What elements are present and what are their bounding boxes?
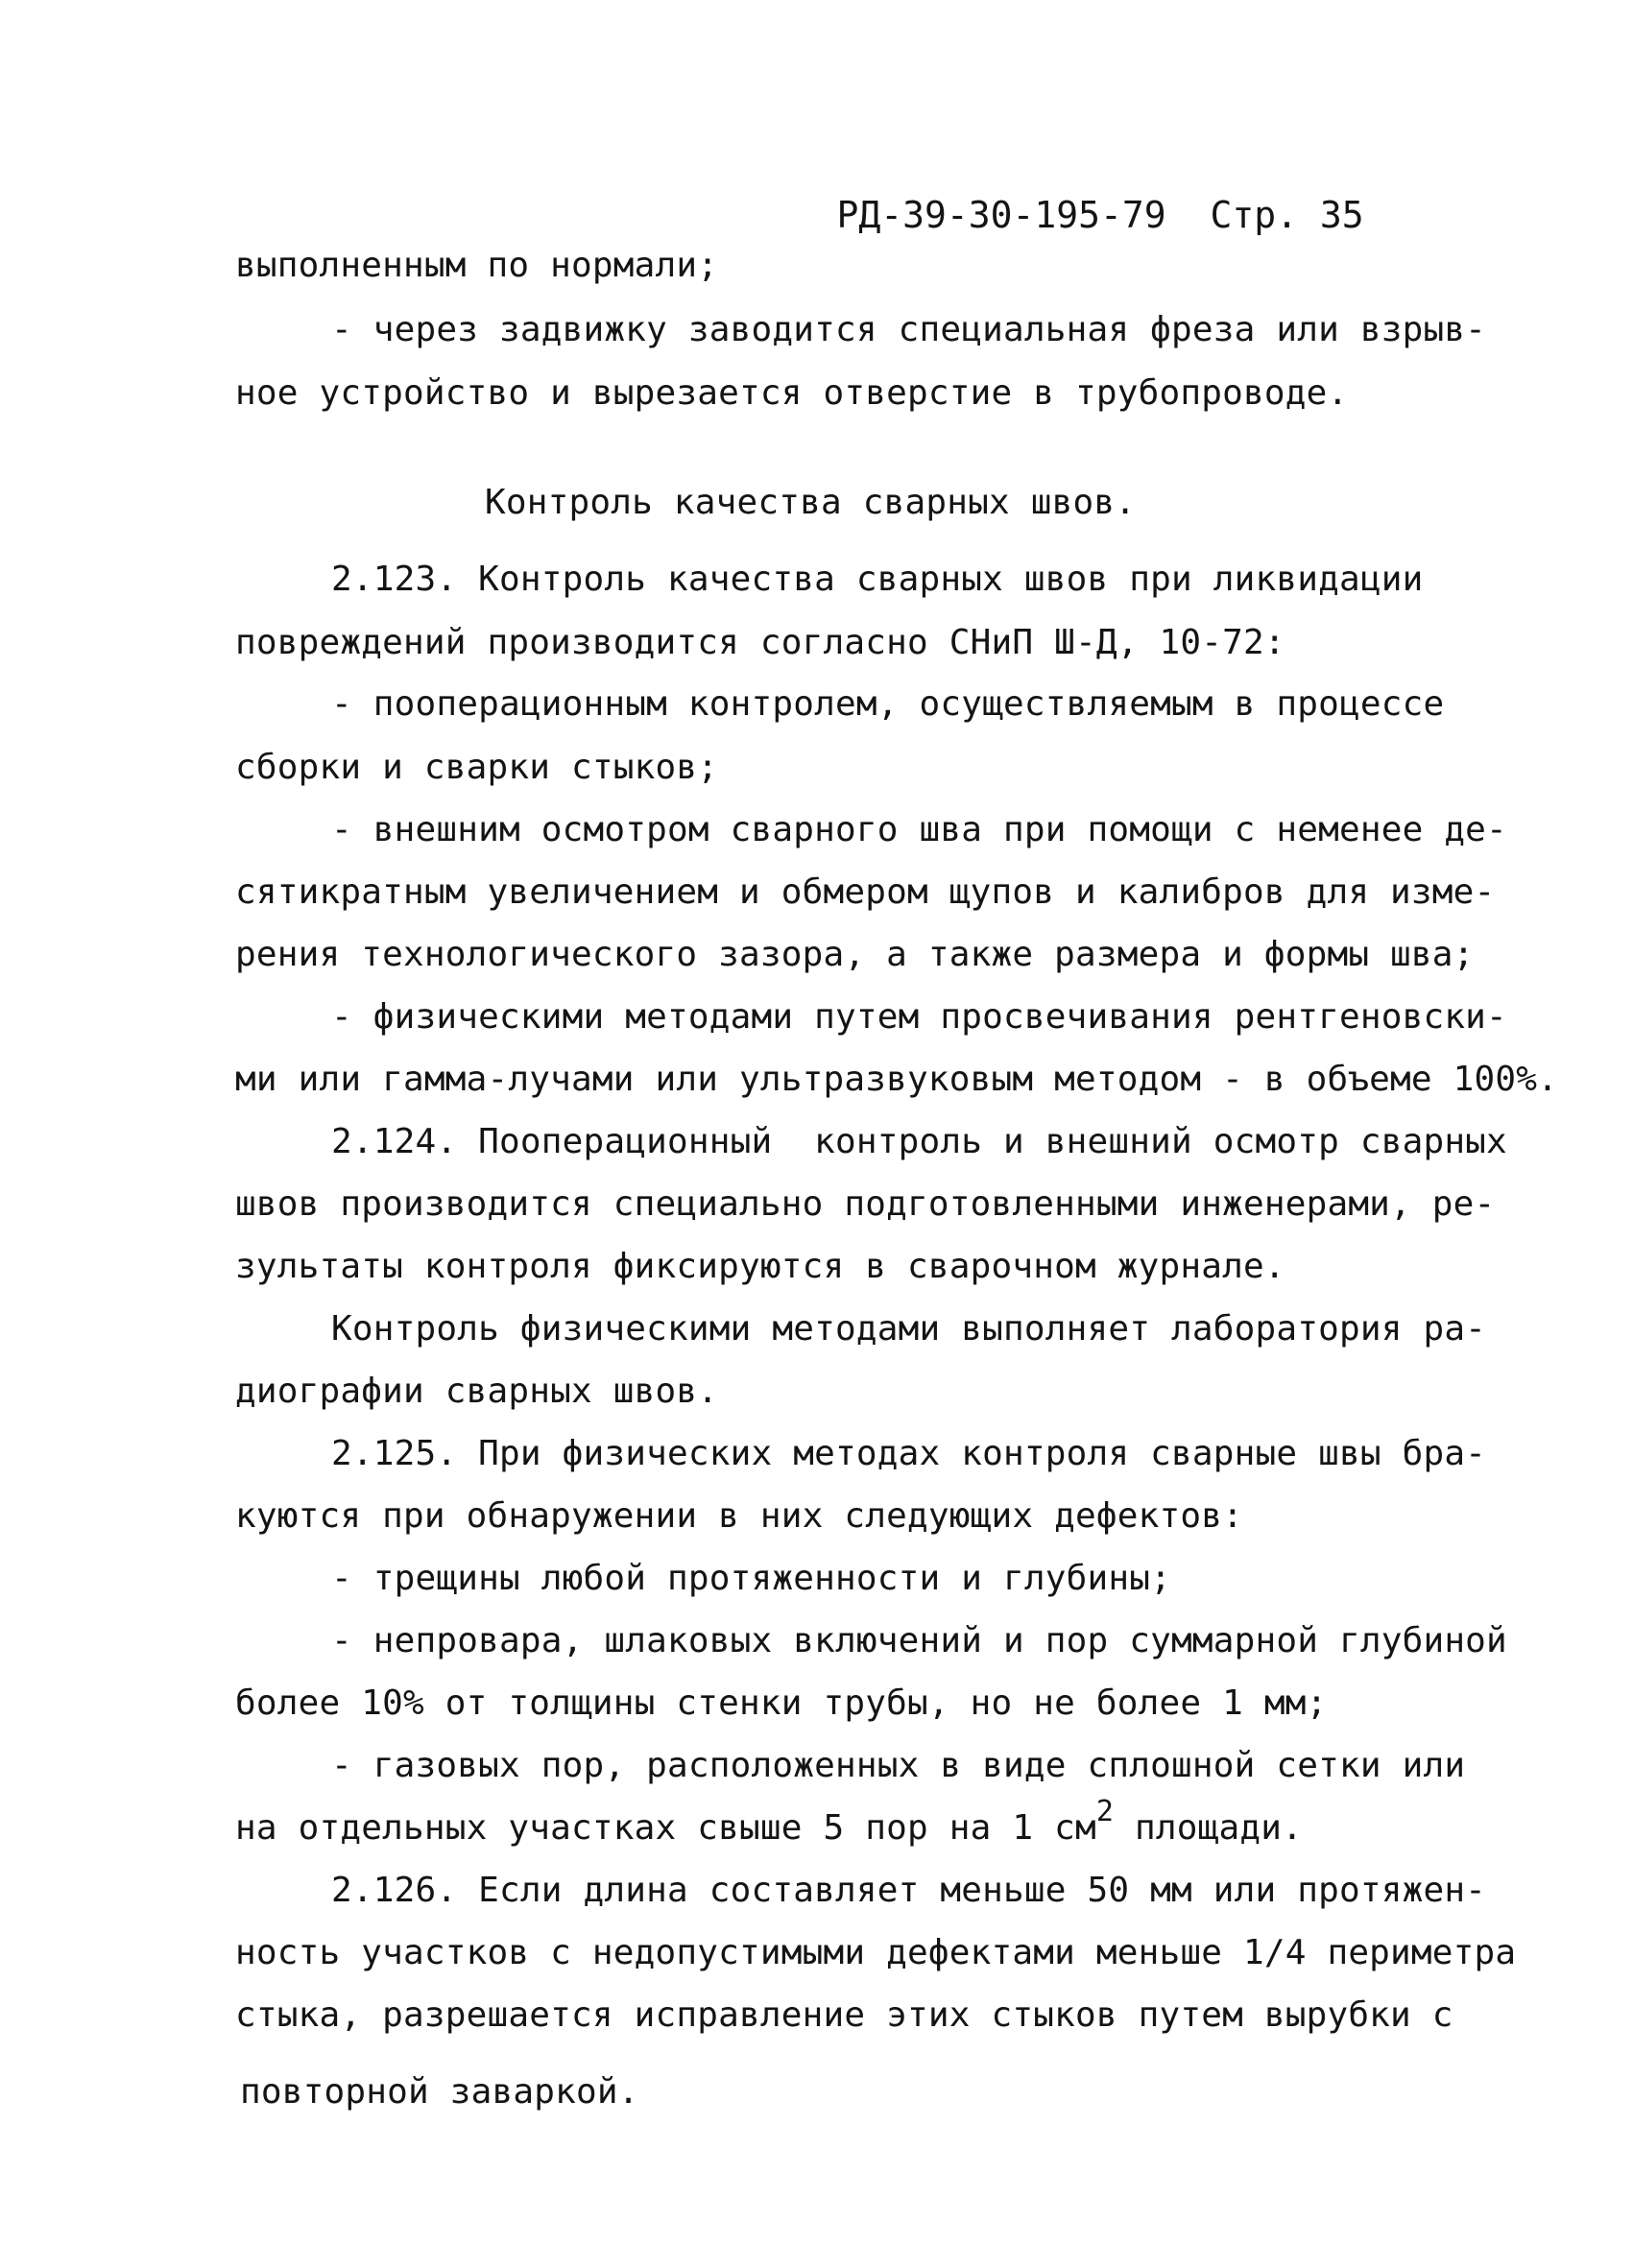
- text-line: зультаты контроля фиксируются в сварочном журнале.: [235, 1247, 1285, 1286]
- text-line: - трещины любой протяженности и глубины;: [331, 1559, 1171, 1598]
- text-line: повторной заваркой.: [240, 2072, 639, 2112]
- text-line: - внешним осмотром сварного шва при помощи с неменее де-: [331, 810, 1507, 849]
- page-number: Стр. 35: [1210, 194, 1364, 236]
- text-line: ное устройство и вырезается отверстие в трубопроводе.: [235, 373, 1349, 413]
- text-line: выполненным по нормали;: [235, 246, 719, 285]
- text-line: - газовых пор, расположенных в виде сплошной сетки или: [331, 1746, 1466, 1785]
- text-line: сятикратным увеличением и обмером щупов и калибров для изме-: [235, 872, 1496, 912]
- text-line: 2.124. Пооперационный контроль и внешний осмотр сварных: [331, 1122, 1507, 1161]
- text-line: швов производится специально подготовленными инженерами, ре-: [235, 1184, 1496, 1224]
- superscript: 2: [1095, 1795, 1115, 1828]
- document-code: РД-39-30-195-79: [836, 194, 1166, 236]
- text-line: куются при обнаружении в них следующих дефектов:: [235, 1496, 1243, 1536]
- text-line: 2.125. При физических методах контроля сварные швы бра-: [331, 1434, 1487, 1473]
- text-line: Контроль физическими методами выполняет лаборатория ра-: [331, 1309, 1487, 1349]
- text-fragment: на отдельных участках свыше 5 пор на 1 см: [235, 1808, 1096, 1848]
- text-line: 2.123. Контроль качества сварных швов при ликвидации: [331, 560, 1424, 599]
- text-line: рения технологического зазора, а также размера и формы шва;: [235, 935, 1475, 974]
- text-line: - физическими методами путем просвечивания рентгеновски-: [331, 997, 1507, 1037]
- text-line: ность участков с недопустимыми дефектами меньше 1/4 периметра: [235, 1933, 1517, 1972]
- text-line: стыка, разрешается исправление этих стыков путем вырубки с: [235, 1995, 1453, 2035]
- text-line: ми или гамма-лучами или ультразвуковым методом - в объеме 100%.: [235, 1060, 1559, 1099]
- text-line: сборки и сварки стыков;: [235, 748, 719, 787]
- text-line: - через задвижку заводится специальная фреза или взрыв-: [331, 310, 1487, 349]
- text-line: более 10% от толщины стенки трубы, но не более 1 мм;: [235, 1683, 1328, 1723]
- text-line: - непровара, шлаковых включений и пор суммарной глубиной: [331, 1621, 1507, 1660]
- text-line: диографии сварных швов.: [235, 1372, 719, 1411]
- text-fragment: площади.: [1114, 1808, 1303, 1848]
- text-line: [235, 1795, 1303, 1850]
- section-heading: Контроль качества сварных швов.: [485, 483, 1137, 522]
- text-line: - пооперационным контролем, осуществляемым в процессе: [331, 684, 1445, 724]
- text-line: повреждений производится согласно СНиП Ш-Д, 10-72:: [235, 623, 1285, 662]
- page-header: [749, 149, 1364, 281]
- text-line: 2.126. Если длина составляет меньше 50 мм или протяжен-: [331, 1871, 1487, 1910]
